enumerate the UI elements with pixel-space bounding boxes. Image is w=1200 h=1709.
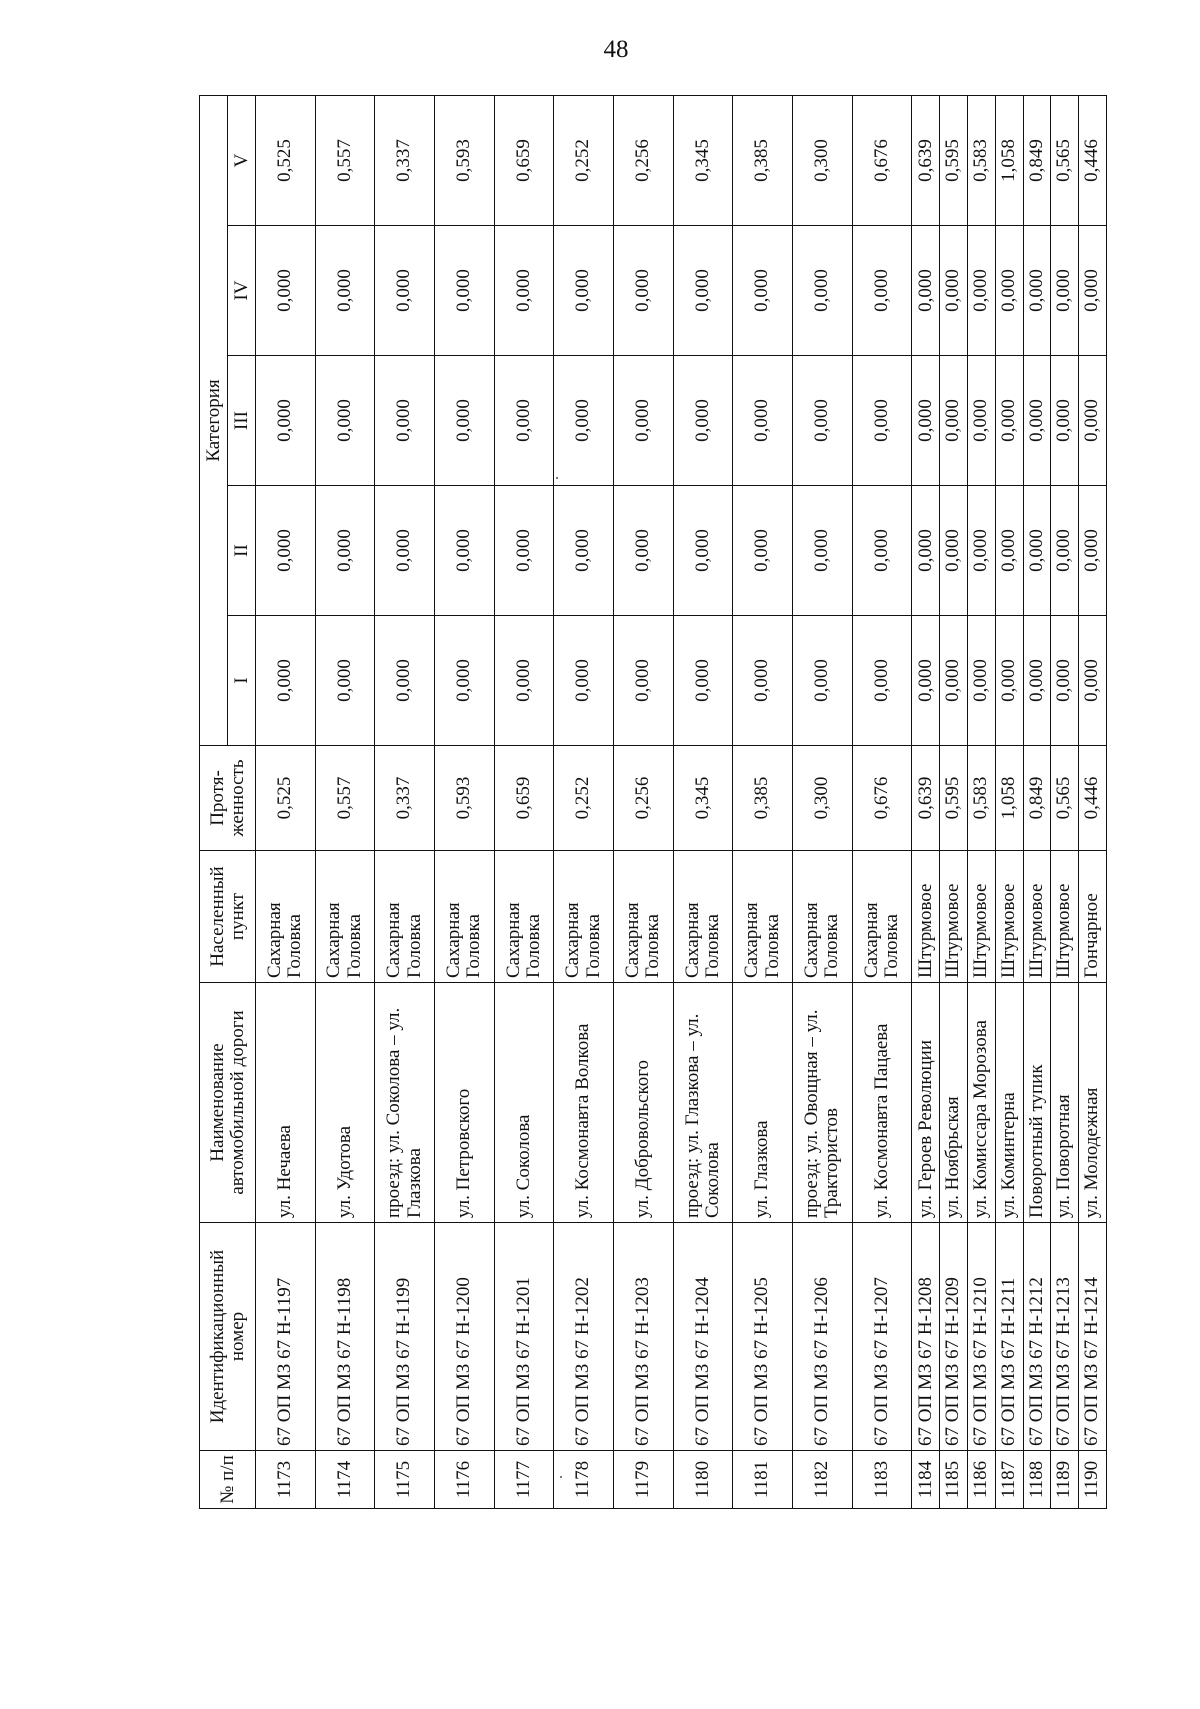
table-row [1023,96,1051,1509]
row-cat-i: 0,000 [967,616,995,746]
row-cat-iii: 0,000 [995,356,1023,486]
row-cat-i: 0,000 [793,616,853,746]
row-cat-iii: 0,000 [554,356,614,486]
header-cat-ii: II [228,486,256,616]
row-length: 0,345 [673,746,733,851]
row-cat-ii: 0,000 [793,486,853,616]
row-cat-iv: 0,000 [1079,226,1107,356]
row-cat-iii: 0,000 [852,356,912,486]
row-cat-iii: 0,000 [912,356,940,486]
row-cat-v: 0,849 [1023,96,1051,226]
row-number: 1190 [1079,1451,1107,1509]
row-cat-i: 0,000 [912,616,940,746]
table-row [494,96,554,1509]
row-road-name: ул. Удотова [315,983,375,1223]
row-id: 67 ОП МЗ 67 Н-1207 [852,1223,912,1451]
row-id: 67 ОП МЗ 67 Н-1204 [673,1223,733,1451]
row-locality: Штурмовое [1023,851,1051,983]
row-length: 0,583 [967,746,995,851]
row-cat-iv: 0,000 [1023,226,1051,356]
roads-table [199,95,1107,1509]
row-road-name: ул. Добровольского [614,983,674,1223]
header-cat-iii: III [228,356,256,486]
row-number: 1179 [614,1451,674,1509]
row-length: 0,256 [614,746,674,851]
row-cat-i: 0,000 [995,616,1023,746]
row-locality: Сахарная Головка [435,851,495,983]
row-length: 0,595 [940,746,968,851]
row-cat-ii: 0,000 [1079,486,1107,616]
table-row [733,96,793,1509]
row-road-name: ул. Комиссара Морозова [967,983,995,1223]
table-body [256,96,1107,1509]
row-number: 1180 [673,1451,733,1509]
scan-speck [560,1476,562,1478]
row-cat-iv: 0,000 [940,226,968,356]
row-length: 0,252 [554,746,614,851]
row-road-name: проезд: ул. Соколова – ул. Глазкова [375,983,435,1223]
row-cat-iv: 0,000 [256,226,316,356]
row-locality: Штурмовое [967,851,995,983]
table-row [940,96,968,1509]
row-cat-v: 0,583 [967,96,995,226]
table-row [967,96,995,1509]
row-cat-ii: 0,000 [315,486,375,616]
row-locality: Сахарная Головка [793,851,853,983]
header-road: Наименование автомобильной дороги [200,983,256,1223]
scan-speck [556,477,558,479]
row-locality: Сахарная Головка [375,851,435,983]
row-length: 0,337 [375,746,435,851]
row-number: 1175 [375,1451,435,1509]
row-id: 67 ОП МЗ 67 Н-1208 [912,1223,940,1451]
rotated-table-container [199,96,1107,1509]
row-cat-iii: 0,000 [793,356,853,486]
row-road-name: проезд: ул. Глазкова – ул. Соколова [673,983,733,1223]
table-row [1079,96,1107,1509]
row-id: 67 ОП МЗ 67 Н-1205 [733,1223,793,1451]
row-length: 0,385 [733,746,793,851]
row-road-name: ул. Ноябрьская [940,983,968,1223]
table-row [995,96,1023,1509]
table-row [912,96,940,1509]
row-locality: Сахарная Головка [256,851,316,983]
row-cat-iv: 0,000 [852,226,912,356]
row-cat-i: 0,000 [733,616,793,746]
row-road-name: ул. Нечаева [256,983,316,1223]
row-id: 67 ОП МЗ 67 Н-1200 [435,1223,495,1451]
row-road-name: ул. Космонавта Волкова [554,983,614,1223]
row-cat-v: 0,659 [494,96,554,226]
row-cat-iv: 0,000 [733,226,793,356]
row-cat-v: 0,557 [315,96,375,226]
row-cat-ii: 0,000 [1051,486,1079,616]
row-cat-ii: 0,000 [673,486,733,616]
row-cat-i: 0,000 [673,616,733,746]
row-road-name: проезд: ул. Овощная – ул. Трактористов [793,983,853,1223]
row-locality: Сахарная Головка [494,851,554,983]
row-id: 67 ОП МЗ 67 Н-1198 [315,1223,375,1451]
row-cat-ii: 0,000 [375,486,435,616]
row-cat-v: 0,639 [912,96,940,226]
row-length: 0,676 [852,746,912,851]
row-id: 67 ОП МЗ 67 Н-1202 [554,1223,614,1451]
row-id: 67 ОП МЗ 67 Н-1209 [940,1223,968,1451]
row-number: 1186 [967,1451,995,1509]
row-cat-ii: 0,000 [733,486,793,616]
row-cat-iv: 0,000 [1051,226,1079,356]
row-number: 1178 [554,1451,614,1509]
row-cat-i: 0,000 [494,616,554,746]
row-cat-ii: 0,000 [967,486,995,616]
row-cat-i: 0,000 [940,616,968,746]
row-cat-iii: 0,000 [1051,356,1079,486]
row-id: 67 ОП МЗ 67 Н-1213 [1051,1223,1079,1451]
row-length: 0,557 [315,746,375,851]
row-locality: Сахарная Головка [852,851,912,983]
row-locality: Сахарная Головка [554,851,614,983]
row-id: 67 ОП МЗ 67 Н-1210 [967,1223,995,1451]
row-cat-iv: 0,000 [673,226,733,356]
row-number: 1189 [1051,1451,1079,1509]
row-cat-iv: 0,000 [435,226,495,356]
row-cat-iii: 0,000 [256,356,316,486]
row-cat-ii: 0,000 [1023,486,1051,616]
row-cat-ii: 0,000 [940,486,968,616]
row-cat-v: 0,256 [614,96,674,226]
row-number: 1185 [940,1451,968,1509]
row-cat-iv: 0,000 [494,226,554,356]
row-locality: Штурмовое [912,851,940,983]
row-road-name: ул. Соколова [494,983,554,1223]
table-row [1051,96,1079,1509]
row-road-name: Поворотный тупик [1023,983,1051,1223]
row-road-name: ул. Космонавта Пацаева [852,983,912,1223]
row-cat-iii: 0,000 [614,356,674,486]
row-cat-ii: 0,000 [435,486,495,616]
row-cat-iv: 0,000 [614,226,674,356]
row-cat-ii: 0,000 [852,486,912,616]
row-cat-i: 0,000 [614,616,674,746]
row-cat-v: 0,345 [673,96,733,226]
row-road-name: ул. Глазкова [733,983,793,1223]
row-cat-v: 0,252 [554,96,614,226]
row-cat-ii: 0,000 [554,486,614,616]
row-length: 0,593 [435,746,495,851]
header-id: Идентификационный номер [200,1223,256,1451]
row-id: 67 ОП МЗ 67 Н-1199 [375,1223,435,1451]
row-number: 1176 [435,1451,495,1509]
row-id: 67 ОП МЗ 67 Н-1212 [1023,1223,1051,1451]
row-locality: Сахарная Головка [614,851,674,983]
row-locality: Штурмовое [940,851,968,983]
row-cat-i: 0,000 [1051,616,1079,746]
row-cat-i: 0,000 [315,616,375,746]
row-cat-iv: 0,000 [995,226,1023,356]
row-cat-v: 0,565 [1051,96,1079,226]
row-locality: Штурмовое [995,851,1023,983]
row-cat-i: 0,000 [1079,616,1107,746]
table-row [315,96,375,1509]
row-cat-iii: 0,000 [1079,356,1107,486]
row-id: 67 ОП МЗ 67 Н-1203 [614,1223,674,1451]
row-cat-v: 0,525 [256,96,316,226]
row-cat-iv: 0,000 [912,226,940,356]
row-cat-i: 0,000 [554,616,614,746]
row-cat-ii: 0,000 [995,486,1023,616]
header-row-1 [200,96,228,1509]
row-locality: Штурмовое [1051,851,1079,983]
row-id: 67 ОП МЗ 67 Н-1214 [1079,1223,1107,1451]
row-cat-v: 0,446 [1079,96,1107,226]
row-cat-iii: 0,000 [315,356,375,486]
row-length: 0,525 [256,746,316,851]
row-cat-i: 0,000 [852,616,912,746]
row-road-name: ул. Молодежная [1079,983,1107,1223]
row-length: 0,565 [1051,746,1079,851]
row-locality: Сахарная Головка [315,851,375,983]
row-length: 0,659 [494,746,554,851]
row-cat-iii: 0,000 [673,356,733,486]
row-length: 1,058 [995,746,1023,851]
row-cat-v: 0,385 [733,96,793,226]
row-road-name: ул. Коминтерна [995,983,1023,1223]
row-cat-ii: 0,000 [494,486,554,616]
row-id: 67 ОП МЗ 67 Н-1201 [494,1223,554,1451]
row-number: 1188 [1023,1451,1051,1509]
header-length: Протя- женность [200,746,256,851]
table-row [614,96,674,1509]
row-number: 1177 [494,1451,554,1509]
row-cat-v: 0,676 [852,96,912,226]
row-cat-iv: 0,000 [315,226,375,356]
row-cat-i: 0,000 [375,616,435,746]
row-locality: Гончарное [1079,851,1107,983]
row-road-name: ул. Петровского [435,983,495,1223]
row-number: 1182 [793,1451,853,1509]
row-length: 0,300 [793,746,853,851]
table-row [435,96,495,1509]
row-cat-iii: 0,000 [494,356,554,486]
row-cat-i: 0,000 [1023,616,1051,746]
table-row [852,96,912,1509]
row-locality: Сахарная Головка [673,851,733,983]
row-cat-iii: 0,000 [733,356,793,486]
row-cat-ii: 0,000 [614,486,674,616]
row-cat-i: 0,000 [435,616,495,746]
header-cat-v: V [228,96,256,226]
row-cat-iii: 0,000 [940,356,968,486]
table-row [793,96,853,1509]
row-cat-i: 0,000 [256,616,316,746]
row-road-name: ул. Героев Революции [912,983,940,1223]
row-cat-iv: 0,000 [967,226,995,356]
row-cat-v: 0,300 [793,96,853,226]
row-cat-iii: 0,000 [435,356,495,486]
row-length: 0,849 [1023,746,1051,851]
row-cat-iv: 0,000 [375,226,435,356]
row-cat-v: 1,058 [995,96,1023,226]
table-row [375,96,435,1509]
table-row [256,96,316,1509]
row-cat-iii: 0,000 [1023,356,1051,486]
row-road-name: ул. Поворотная [1051,983,1079,1223]
row-id: 67 ОП МЗ 67 Н-1197 [256,1223,316,1451]
row-cat-v: 0,593 [435,96,495,226]
row-number: 1187 [995,1451,1023,1509]
row-cat-v: 0,337 [375,96,435,226]
header-locality: Населенный пункт [200,851,256,983]
header-num: № п/п [200,1451,256,1509]
row-cat-v: 0,595 [940,96,968,226]
header-category: Категория [200,96,228,746]
header-cat-iv: IV [228,226,256,356]
row-number: 1174 [315,1451,375,1509]
row-length: 0,639 [912,746,940,851]
row-number: 1184 [912,1451,940,1509]
row-cat-iv: 0,000 [793,226,853,356]
row-id: 67 ОП МЗ 67 Н-1211 [995,1223,1023,1451]
row-number: 1183 [852,1451,912,1509]
row-number: 1181 [733,1451,793,1509]
row-cat-ii: 0,000 [912,486,940,616]
row-id: 67 ОП МЗ 67 Н-1206 [793,1223,853,1451]
table-row [554,96,614,1509]
page-number: 48 [603,36,629,63]
row-cat-iv: 0,000 [554,226,614,356]
row-locality: Сахарная Головка [733,851,793,983]
row-cat-ii: 0,000 [256,486,316,616]
row-cat-iii: 0,000 [967,356,995,486]
row-cat-iii: 0,000 [375,356,435,486]
table-row [673,96,733,1509]
header-cat-i: I [228,616,256,746]
row-length: 0,446 [1079,746,1107,851]
row-number: 1173 [256,1451,316,1509]
